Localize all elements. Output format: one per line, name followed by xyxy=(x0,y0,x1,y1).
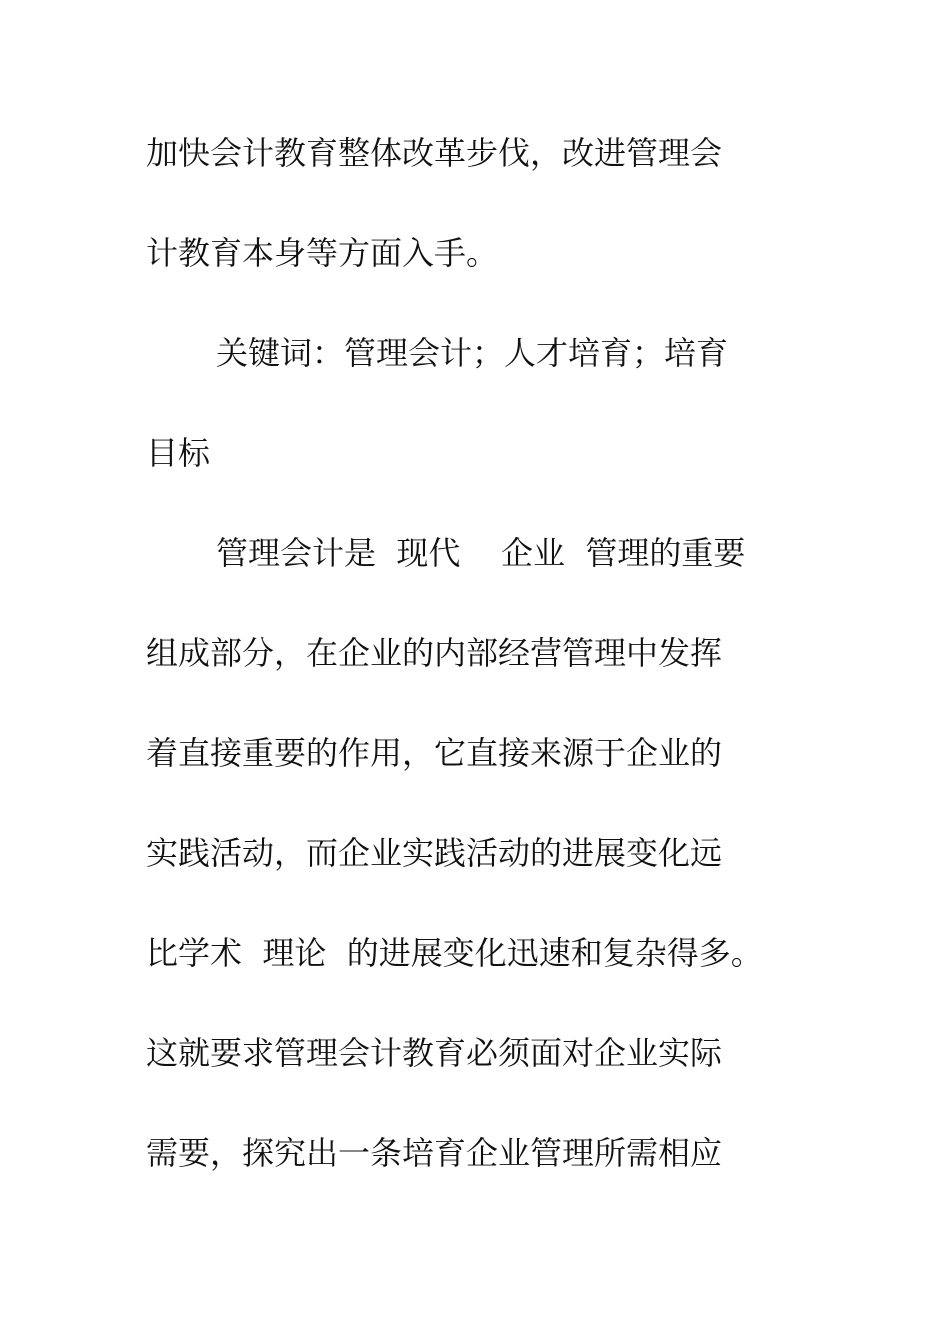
text-line: 组成部分，在企业的内部经营管理中发挥 xyxy=(146,634,723,672)
text-line: 需要，探究出一条培育企业管理所需相应 xyxy=(146,1134,723,1172)
text-line: 计教育本身等方面入手。 xyxy=(146,234,499,272)
text-line: 着直接重要的作用，它直接来源于企业的 xyxy=(146,734,723,772)
text-line: 实践活动，而企业实践活动的进展变化远 xyxy=(146,834,723,872)
text-line: 加快会计教育整体改革步伐，改进管理会 xyxy=(146,134,723,172)
keywords-label-line: 关键词：管理会计；人才培育；培育 xyxy=(216,334,729,372)
paragraph-first-line: 管理会计是 现代 企业 管理的重要 xyxy=(216,534,746,572)
text-line: 目标 xyxy=(146,434,211,472)
text-line: 这就要求管理会计教育必须面对企业实际 xyxy=(146,1034,723,1072)
text-line: 比学术 理论 的进展变化迅速和复杂得多。 xyxy=(146,934,763,972)
